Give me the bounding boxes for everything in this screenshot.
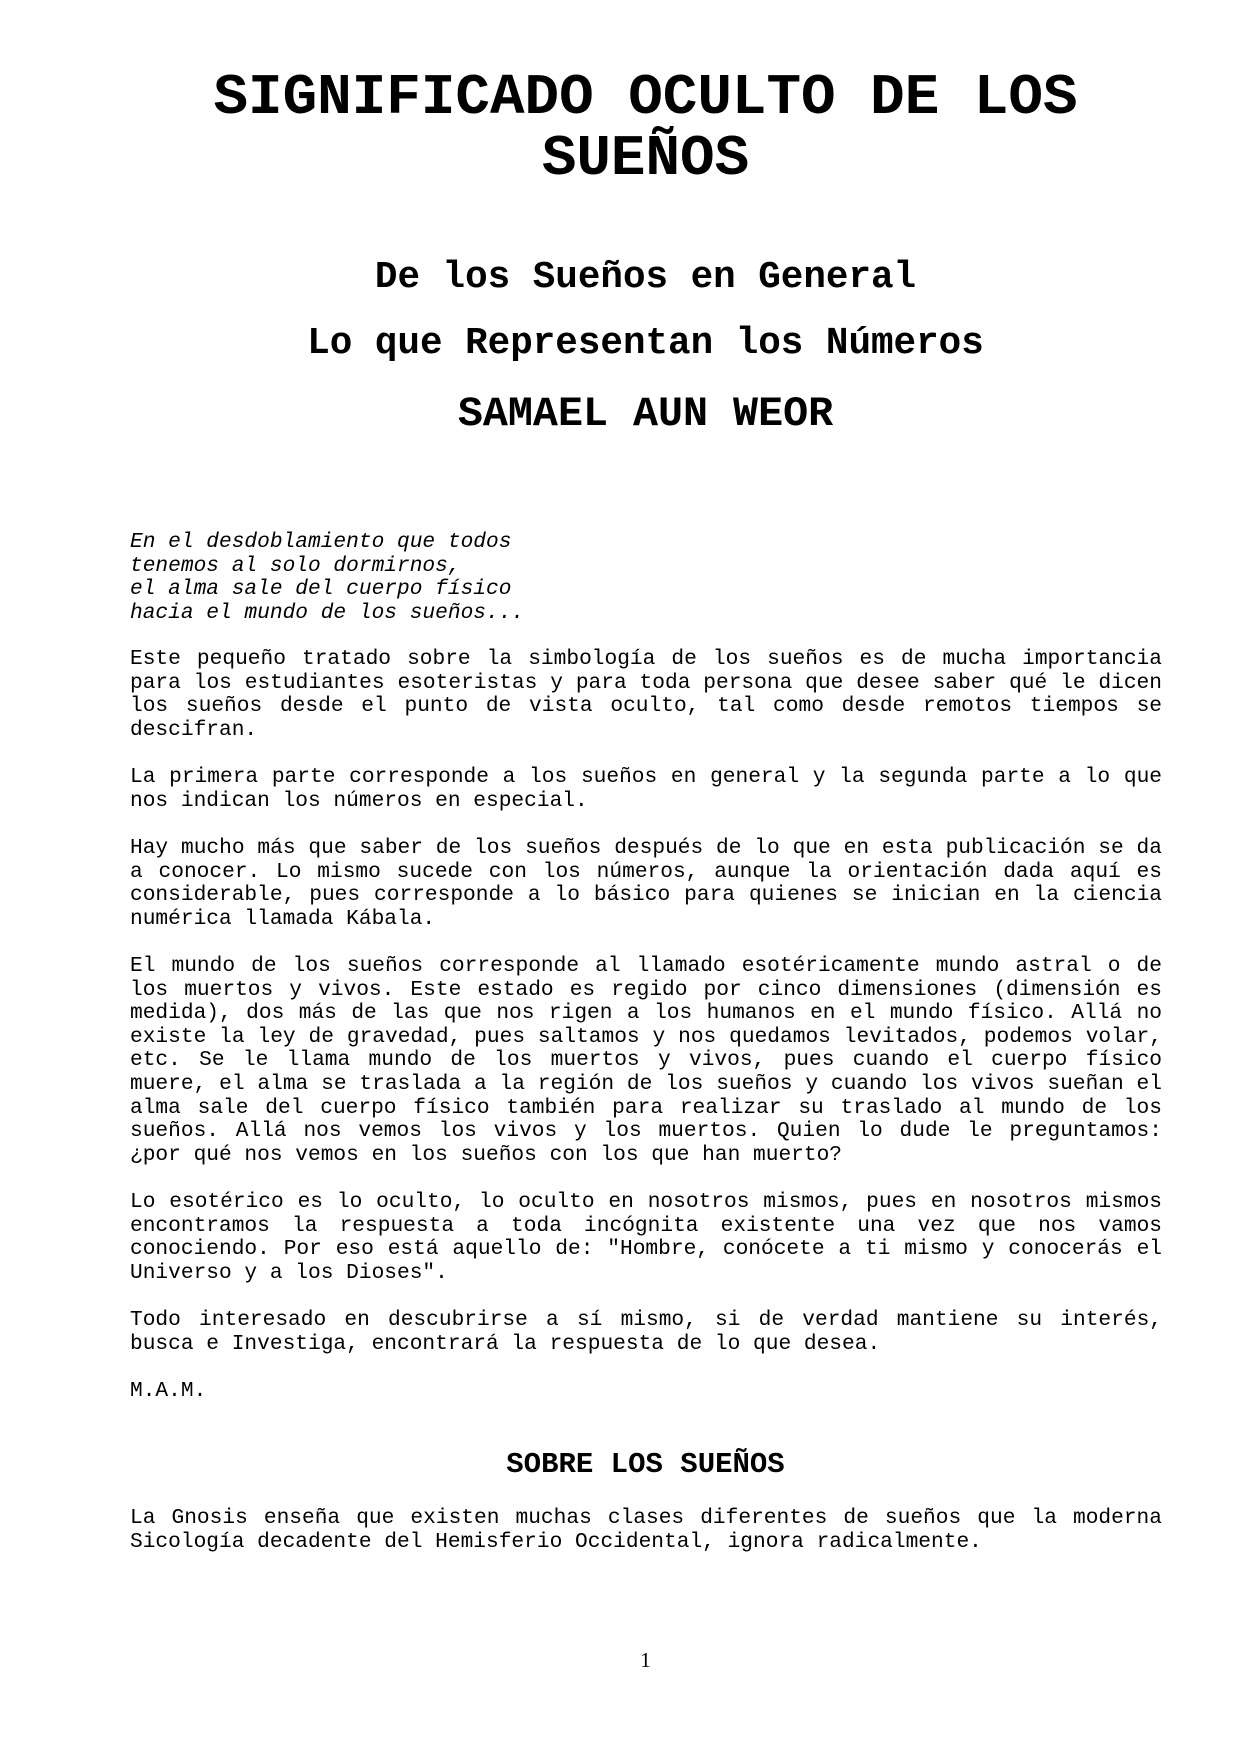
section-heading: SOBRE LOS SUEÑOS bbox=[506, 1448, 785, 1481]
document-title bbox=[0, 68, 1241, 190]
epigraph-line: En el desdoblamiento que todos bbox=[130, 530, 512, 554]
epigraph-line: el alma sale del cuerpo físico bbox=[130, 577, 512, 602]
title-line-2: SUEÑOS bbox=[541, 127, 750, 192]
epigraph-line: tenemos al solo dormirnos, bbox=[130, 553, 461, 578]
signature: M.A.M. bbox=[130, 1379, 207, 1403]
author-name: SAMAEL AUN WEOR bbox=[457, 390, 834, 438]
epigraph bbox=[130, 531, 730, 625]
paragraph-astral-world: El mundo de los sueños corresponde al llamado esotéricamente mundo astral o de los muertos y vivos. Este estado es regido por cinco dimensiones (dimensión es medida), dos más de las que nos rigen a los humanos en el mundo físico. Allá no existe la ley de gravedad, pues saltamos y nos quedamos levitados, podemos volar, etc. Se le llama mundo de los muertos y vivos, pues cuando el cuerpo físico muere, el alma se traslada a la región de los sueños y cuando los vivos sueñan el alma sale del cuerpo físico también para realizar su traslado al mundo de los sueños. Allá nos vemos los vivos y los muertos. Quien lo dude le preguntamos: ¿por qué nos vemos en los sueños con los que han muerto? bbox=[130, 954, 1162, 1167]
paragraph-gnosis: La Gnosis enseña que existen muchas clases diferentes de sueños que la moderna Sicología decadente del Hemisferio Occidental, ignora radicalmente. bbox=[130, 1506, 1162, 1554]
paragraph-esoteric: Lo esotérico es lo oculto, lo oculto en nosotros mismos, pues en nosotros mismos encontramos la respuesta a toda incógnita existente una vez que nos vamos conociendo. Por eso está aquello de: "Hombre, conócete a ti mismo y conocerás el Universo y a los Dioses". bbox=[130, 1190, 1162, 1285]
title-line-1: SIGNIFICADO OCULTO DE LOS bbox=[213, 66, 1078, 131]
paragraph-self-discovery: Todo interesado en descubrirse a sí mismo, si de verdad mantiene su interés, busca e Investiga, encontrará la respuesta de lo que desea. bbox=[130, 1308, 1162, 1356]
epigraph-line: hacia el mundo de los sueños... bbox=[130, 600, 525, 625]
page-number: 1 bbox=[640, 1648, 651, 1672]
paragraph-parts: La primera parte corresponde a los sueños en general y la segunda parte a lo que nos indican los números en especial. bbox=[130, 765, 1162, 813]
subtitle-general: De los Sueños en General bbox=[374, 257, 917, 299]
paragraph-more: Hay mucho más que saber de los sueños después de lo que en esta publicación se da a conocer. Lo mismo sucede con los números, aunque la orientación dada aquí es considerable, pues corresponde a lo básico para quienes se inician en la ciencia numérica llamada Kábala. bbox=[130, 836, 1162, 931]
subtitle-numbers: Lo que Representan los Números bbox=[307, 323, 984, 365]
paragraph-intro: Este pequeño tratado sobre la simbología de los sueños es de mucha importancia para los estudiantes esoteristas y para toda persona que desee saber qué le dicen los sueños desde el punto de vista oculto, tal como desde remotos tiempos se descifran. bbox=[130, 647, 1162, 742]
